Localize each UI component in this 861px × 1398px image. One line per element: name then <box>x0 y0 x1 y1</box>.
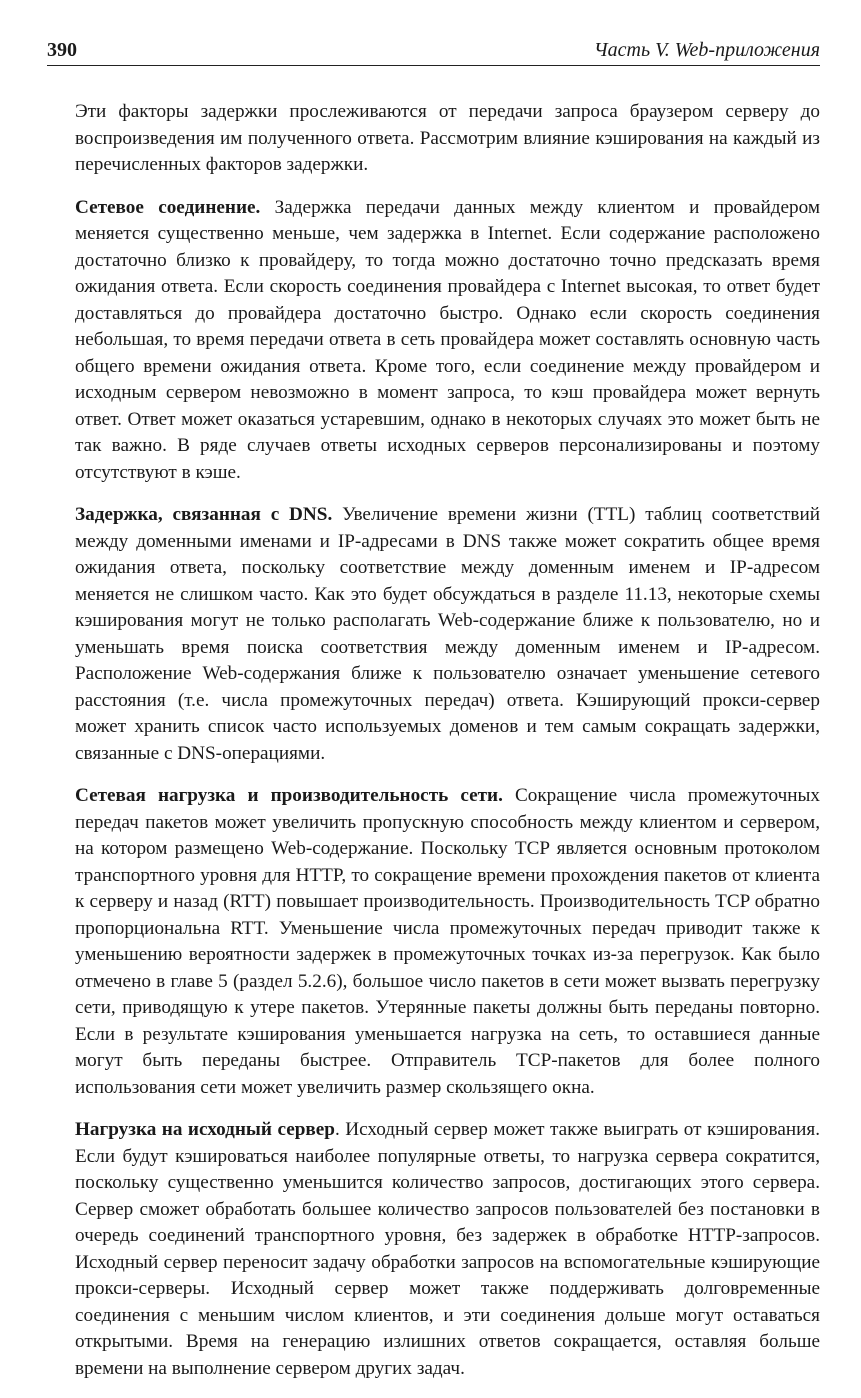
paragraph-text: . Исходный сервер может также выиграть от кэширования. Если будут кэшироваться наиболее популярные ответы, то нагрузка сервера сократится, поскольку существенно уменьшится количество запросов, достигающих этого сервера. Сервер сможет обработать большее количество запросов пользователей без постановки в очередь соединений транспортного уровня, без задержек в обработке HTTP-запросов. Исходный сервер переносит задачу обработки запросов на вспомогательные кэширующие прокси-серверы. Исходный сервер может также поддерживать долговременные соединения с меньшим числом клиентов, и эти соединения дольше могут оставаться открытыми. Время на генерацию излишних ответов сокращается, оставляя больше времени на выполнение сервером других задач. <box>75 1119 821 1379</box>
paragraph-text: Эти факторы задержки прослеживаются от передачи запроса браузером серверу до воспроизведения им полученного ответа. Рассмотрим влияние кэширования на каждый из перечисленных факторов задержки. <box>75 101 820 175</box>
body-text <box>47 99 820 1382</box>
paragraph-lead: Нагрузка на исходный сервер <box>75 1119 335 1140</box>
paragraph-network-load <box>75 783 820 1101</box>
paragraph-lead: Сетевое соединение. <box>75 196 261 218</box>
running-header <box>47 38 820 66</box>
paragraph-text: Сокращение числа промежуточных передач пакетов может увеличить пропускную способность между клиентом и сервером, на котором размещено Web-содержание. Поскольку TCP является основным протоколом транспортного уровня для HTTP, то сокращение времени прохождения пакетов от клиента к серверу и назад (RTT) повышает производительность. Производительность TCP обратно пропорциональна RTT. Уменьшение числа промежуточных передач приводит также к уменьшению вероятности задержек в промежуточных точках из-за перегрузок. Как было отмечено в главе 5 (раздел 5.2.6), большое число пакетов в сети может вызвать перегрузку сети, приводящую к утере пакетов. Утерянные пакеты должны быть переданы повторно. Если в результате кэширования уменьшается нагрузка на сеть, то оставшиеся данные могут быть переданы быстрее. Отправитель TCP-пакетов для более полного использования сети может увеличить размер скользящего окна. <box>75 785 820 1098</box>
paragraph-text: Задержка передачи данных между клиентом и провайдером меняется существенно меньше, чем задержка в Internet. Если содержание расположено достаточно близко к провайдеру, то тогда можно достаточно точно предсказать время ожидания ответа. Если скорость соединения провайдера с Internet высокая, то ответ будет доставляться до провайдера достаточно быстро. Однако если скорость соединения небольшая, то время передачи ответа в сеть провайдера может составлять основную часть общего времени ожидания ответа. Кроме того, если соединение между провайдером и исходным сервером невозможно в момент запроса, то кэш провайдера может вернуть ответ. Ответ может оказаться устаревшим, однако в некоторых случаях это может быть не так важно. В ряде случаев ответы исходных серверов персонализированы и поэтому отсутствуют в кэше. <box>75 196 820 483</box>
paragraph-network-connection <box>75 195 820 487</box>
page-number: 390 <box>47 39 77 61</box>
paragraph-intro <box>75 99 820 179</box>
paragraph-origin-server-load <box>75 1117 820 1382</box>
paragraph-text: Увеличение времени жизни (TTL) таблиц соответствий между доменными именами и IP-адресами в DNS также может сократить общее время ожидания ответа, поскольку соответствие между доменным именем и IP-адресом меняется не слишком часто. Как это будет обсуждаться в разделе 11.13, некоторые схемы кэширования могут не только располагать Web-содержание ближе к пользователю, но и уменьшать время поиска соответствия между доменным именем и IP-адресом. Расположение Web-содержания ближе к пользователю означает уменьшение сетевого расстояния (т.е. числа промежуточных передач) ответа. Кэширующий прокси-сервер может хранить список часто используемых доменов и тем самым сокращать задержки, связанные с DNS-операциями. <box>75 504 821 764</box>
paragraph-lead: Сетевая нагрузка и производительность сети. <box>75 785 503 806</box>
paragraph-dns-delay <box>75 502 820 767</box>
section-title: Часть V. Web-приложения <box>593 39 820 61</box>
paragraph-lead: Задержка, связанная с DNS. <box>75 504 333 525</box>
book-page <box>47 38 820 1398</box>
